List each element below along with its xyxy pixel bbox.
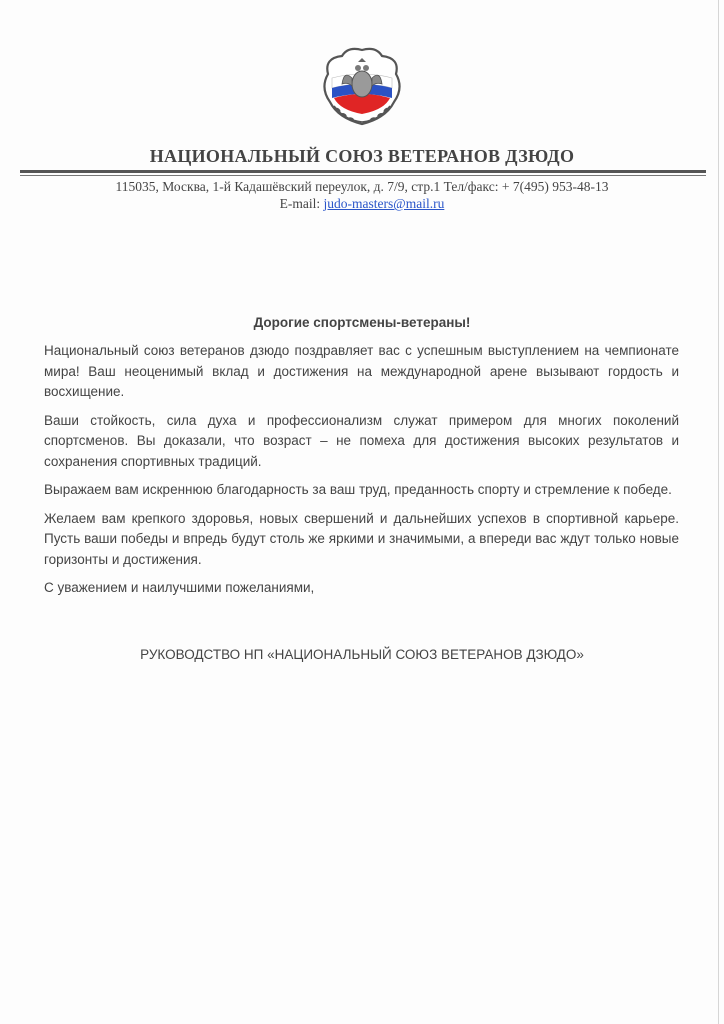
letter-body — [44, 341, 679, 607]
letter-paragraph: Желаем вам крепкого здоровья, новых свершений и дальнейших успехов в спортивной карьере. Пусть ваши победы и впредь будут столь же яркими и значимыми, а впереди вас ждут только новые горизонты и достижения. — [44, 510, 679, 567]
email-link[interactable]: judo-masters@mail.ru — [323, 196, 445, 211]
organization-title: НАЦИОНАЛЬНЫЙ СОЮЗ ВЕТЕРАНОВ ДЗЮДО — [149, 146, 575, 166]
letter-greeting: Дорогие спортсмены-ветераны! — [253, 315, 471, 330]
email-label: E-mail: — [279, 196, 324, 211]
letter-paragraph: Ваши стойкость, сила духа и профессионализм служат примером для многих поколений спортсменов. Вы доказали, что возраст – не помеха для достижения высоких результатов и сохранения спортивных традиций. — [44, 412, 679, 469]
letter-paragraph: Национальный союз ветеранов дзюдо поздравляет вас с успешным выступлением на чемпионате мира! Ваш неоценимый вклад и достижения на международной арене вызывают гордость и восхищение. — [44, 343, 679, 399]
email-line — [0, 195, 724, 212]
contact-block — [0, 178, 724, 212]
letter-closing: С уважением и наилучшими пожеланиями, — [44, 580, 315, 595]
letterhead-divider-thin — [20, 175, 706, 176]
letter-paragraph: Выражаем вам искреннюю благодарность за ваш труд, преданность спорту и стремление к победе. — [44, 482, 672, 497]
letter-signature: РУКОВОДСТВО НП «НАЦИОНАЛЬНЫЙ СОЮЗ ВЕТЕРАНОВ ДЗЮДО» — [140, 647, 584, 662]
judo-veterans-emblem-icon — [314, 44, 410, 128]
address-line: 115035, Москва, 1-й Кадашёвский переулок, д. 7/9, стр.1 Тел/факс: + 7(495) 953-48-13 — [115, 179, 609, 194]
letterhead-divider-thick — [20, 170, 706, 173]
scan-edge-line — [718, 0, 719, 1024]
